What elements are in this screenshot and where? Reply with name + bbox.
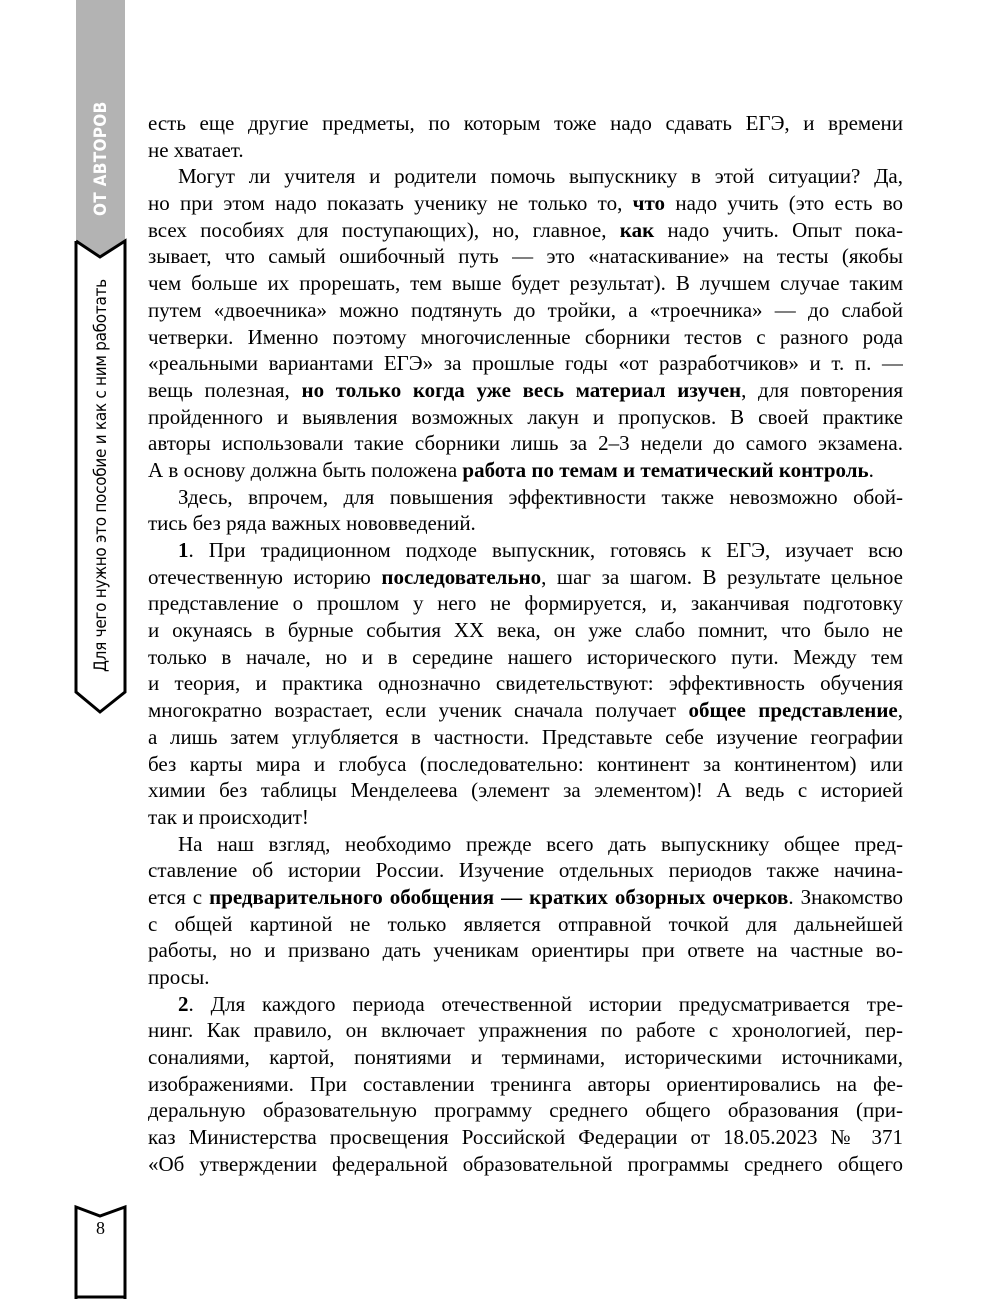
text-run: не хватает. <box>148 137 244 162</box>
text-line <box>148 777 903 804</box>
text-line <box>148 1017 903 1044</box>
text-line <box>148 137 903 164</box>
bold-text: что <box>632 191 666 216</box>
text-line <box>148 1071 903 1098</box>
text-line <box>148 831 903 858</box>
bold-text: 2 <box>178 991 189 1016</box>
text-run: четверки. Именно поэтому многочисленные сборники тестов с разного рода <box>148 324 903 349</box>
text-run: Здесь, впрочем, для повышения эффективности также невозможно обой- <box>178 484 903 509</box>
text-run: так и происходит! <box>148 804 309 829</box>
text-line <box>148 564 903 591</box>
text-line <box>148 1151 903 1178</box>
text-line <box>148 537 903 564</box>
text-line <box>148 510 903 537</box>
text-run: . Для каждого периода отечественной истории предусматривается тре- <box>188 991 903 1016</box>
text-run: Могут ли учителя и родители помочь выпускнику в этой ситуации? Да, <box>178 164 903 189</box>
text-line <box>148 350 903 377</box>
text-run: работы, но и призвано дать ученикам ориентиры при ответе на частные во- <box>148 938 903 963</box>
text-line <box>148 884 903 911</box>
bold-text: предварительного обобщения — кратких обзорных очерков <box>209 884 789 909</box>
text-run: но при этом надо показать ученику не только то, <box>148 191 633 216</box>
text-run: нинг. Как правило, он включает упражнения по работе с хронологией, пер- <box>148 1018 903 1043</box>
text-line <box>148 1124 903 1151</box>
text-line <box>148 1044 903 1071</box>
text-run: отечественную историю <box>148 564 382 589</box>
text-run: каз Министерства просвещения Российской Федерации от 18.05.2023 № 371 <box>148 1125 903 1150</box>
text-line <box>148 804 903 831</box>
text-line <box>148 404 903 431</box>
text-run: «Об утверждении федеральной образовательной программы среднего общего <box>148 1151 903 1176</box>
text-run: есть еще другие предметы, по которым тоже надо сдавать ЕГЭ, и времени <box>148 111 903 135</box>
text-line <box>148 964 903 991</box>
text-run: только в начале, но и в середине нашего исторического пути. Между тем <box>148 644 903 669</box>
text-run: авторы использовали такие сборники лишь за 2–3 недели до самого экзамена. <box>148 431 903 456</box>
text-line <box>148 430 903 457</box>
text-run: , для повторения <box>741 377 903 402</box>
text-run: А в основу должна быть положена <box>148 457 463 482</box>
bold-text: 1 <box>178 538 189 562</box>
text-run: На наш взгляд, необходимо прежде всего дать выпускнику общее пред- <box>178 831 903 856</box>
text-line <box>148 991 903 1018</box>
text-run: «реальными вариантами ЕГЭ» за прошлые годы «от разработчиков» и т. п. — <box>148 351 903 376</box>
text-run: представление о прошлом у него не формируется, и, заканчивая подготовку <box>148 591 903 616</box>
text-run: с общей картиной не только является отправной точкой для дальнейшей <box>148 911 903 936</box>
text-run: соналиями, картой, понятиями и терминами, историческими источниками, <box>148 1045 903 1070</box>
text-line <box>148 751 903 778</box>
text-line <box>148 911 903 938</box>
text-run: и окунаясь в бурные события XX века, он уже слабо помнит, что было не <box>148 618 903 643</box>
text-run: ставление об истории России. Изучение отдельных периодов также начина- <box>148 858 903 883</box>
text-line <box>148 110 903 137</box>
text-line <box>148 163 903 190</box>
bold-text: последовательно <box>381 564 542 589</box>
page-number: 8 <box>96 1218 105 1238</box>
text-run: . <box>868 457 874 482</box>
text-run: химии без таблицы Менделеева (элемент за элементом)! А ведь с историей <box>148 778 903 803</box>
bold-text: общее представление <box>688 698 898 723</box>
text-line <box>148 484 903 511</box>
bold-text: но только когда уже весь материал изучен <box>301 377 742 402</box>
text-run: чем больше их прорешать, тем выше будет результат). В лучшем случае таким <box>148 271 903 296</box>
text-run: путем «двоечника» можно подтянуть до тройки, а «троечника» — до слабой <box>148 297 903 322</box>
text-line <box>148 457 903 484</box>
text-line <box>148 1097 903 1124</box>
text-run: всех пособиях для поступающих), но, главное, <box>148 217 620 242</box>
text-run: надо учить. Опыт пока- <box>654 217 903 242</box>
text-run: надо учить (это есть во <box>665 191 903 216</box>
text-line <box>148 190 903 217</box>
text-line <box>148 697 903 724</box>
text-run: деральную образовательную программу среднего общего образования (при- <box>148 1098 903 1123</box>
text-line <box>148 297 903 324</box>
text-line <box>148 243 903 270</box>
text-run: пройденного и выявления возможных лакун и пропусков. В своей практике <box>148 404 903 429</box>
text-line <box>148 670 903 697</box>
text-run: , <box>897 698 903 723</box>
text-run: , шаг за шагом. В результате цельное <box>541 564 903 589</box>
body-text <box>148 110 903 1178</box>
text-line <box>148 937 903 964</box>
bold-text: как <box>619 217 655 242</box>
text-run: изображениями. При составлении тренинга авторы ориентировались на фе- <box>148 1071 903 1096</box>
text-run: . Знакомство <box>788 884 903 909</box>
text-run: а лишь затем углубляется в частности. Представьте себе изучение географии <box>148 724 903 749</box>
text-run: зывает, что самый ошибочный путь — это «натаскивание» на тесты (якобы <box>148 244 903 269</box>
sidebar-decoration <box>0 0 140 1299</box>
text-run: просы. <box>148 965 210 989</box>
text-line <box>148 324 903 351</box>
text-line <box>148 857 903 884</box>
text-run: и теория, и практика однозначно свидетельствуют: эффективность обучения <box>148 671 903 696</box>
text-run: вещь полезная, <box>148 377 302 402</box>
text-run: . При традиционном подходе выпускник, готовясь к ЕГЭ, изучает всю <box>188 538 903 562</box>
text-line <box>148 270 903 297</box>
bold-text: работа по темам и тематический контроль <box>462 457 869 482</box>
text-run: тись без ряда важных нововведений. <box>148 511 476 536</box>
text-line <box>148 377 903 404</box>
text-run: без карты мира и глобуса (последовательно: континент за континентом) или <box>148 751 903 776</box>
text-run: ется с <box>148 884 210 909</box>
section-label: ОТ АВТОРОВ <box>91 101 111 217</box>
text-run: многократно возрастает, если ученик сначала получает <box>148 698 689 723</box>
text-line <box>148 617 903 644</box>
text-line <box>148 724 903 751</box>
text-line <box>148 217 903 244</box>
chapter-label: Для чего нужно это пособие и как с ним работать <box>91 279 111 673</box>
text-line <box>148 644 903 671</box>
text-line <box>148 590 903 617</box>
